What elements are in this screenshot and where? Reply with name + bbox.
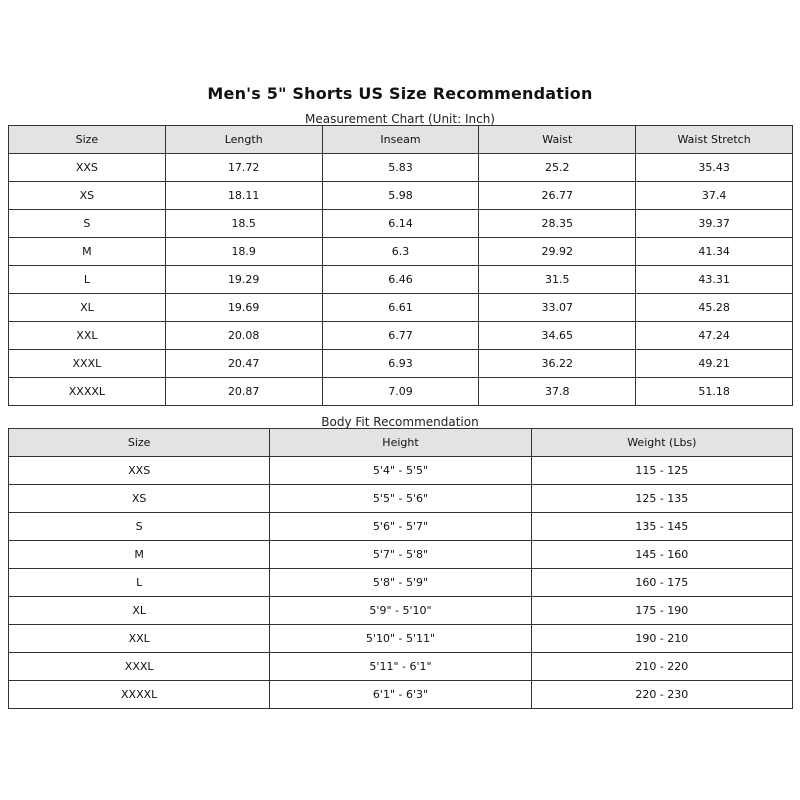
table-cell: XXS xyxy=(9,457,270,485)
table-row xyxy=(9,681,793,709)
table-cell: 6.61 xyxy=(322,294,479,322)
table-cell: XS xyxy=(9,485,270,513)
table-row xyxy=(9,569,793,597)
measurement-chart-table xyxy=(8,125,793,406)
table-cell: 18.5 xyxy=(165,210,322,238)
column-header: Waist Stretch xyxy=(636,126,793,154)
table-cell: 5'9" - 5'10" xyxy=(270,597,531,625)
table-cell: 160 - 175 xyxy=(531,569,792,597)
table-cell: XL xyxy=(9,597,270,625)
table-cell: 37.4 xyxy=(636,182,793,210)
table-row xyxy=(9,210,793,238)
table-cell: 5'11" - 6'1" xyxy=(270,653,531,681)
table-cell: 20.47 xyxy=(165,350,322,378)
table-cell: 5.98 xyxy=(322,182,479,210)
table-row xyxy=(9,266,793,294)
table-cell: 28.35 xyxy=(479,210,636,238)
table-row xyxy=(9,322,793,350)
table-cell: 135 - 145 xyxy=(531,513,792,541)
table-header-row xyxy=(9,126,793,154)
table-cell: 34.65 xyxy=(479,322,636,350)
table-cell: 43.31 xyxy=(636,266,793,294)
table-cell: L xyxy=(9,266,166,294)
column-header: Length xyxy=(165,126,322,154)
table-cell: 19.69 xyxy=(165,294,322,322)
table-cell: 26.77 xyxy=(479,182,636,210)
table-row xyxy=(9,294,793,322)
table-cell: 17.72 xyxy=(165,154,322,182)
table-row xyxy=(9,653,793,681)
body-fit-caption: Body Fit Recommendation xyxy=(321,415,479,429)
table-row xyxy=(9,182,793,210)
table-row xyxy=(9,541,793,569)
table-row xyxy=(9,350,793,378)
table-cell: 33.07 xyxy=(479,294,636,322)
table-row xyxy=(9,625,793,653)
table-cell: 125 - 135 xyxy=(531,485,792,513)
table-cell: L xyxy=(9,569,270,597)
table-cell: XXXXL xyxy=(9,378,166,406)
table-cell: XXXL xyxy=(9,653,270,681)
table-header-row xyxy=(9,429,793,457)
column-header: Waist xyxy=(479,126,636,154)
table-cell: 7.09 xyxy=(322,378,479,406)
table-cell: 51.18 xyxy=(636,378,793,406)
table-cell: 190 - 210 xyxy=(531,625,792,653)
table-cell: 47.24 xyxy=(636,322,793,350)
table-cell: 37.8 xyxy=(479,378,636,406)
table-row xyxy=(9,154,793,182)
table-cell: 45.28 xyxy=(636,294,793,322)
table-cell: 5'8" - 5'9" xyxy=(270,569,531,597)
table-cell: 6.3 xyxy=(322,238,479,266)
table-cell: XXL xyxy=(9,625,270,653)
table-row xyxy=(9,238,793,266)
table-row xyxy=(9,513,793,541)
table-cell: 6'1" - 6'3" xyxy=(270,681,531,709)
table-cell: 5'4" - 5'5" xyxy=(270,457,531,485)
table-cell: XXL xyxy=(9,322,166,350)
table-cell: 210 - 220 xyxy=(531,653,792,681)
table-cell: 49.21 xyxy=(636,350,793,378)
table-cell: 5'7" - 5'8" xyxy=(270,541,531,569)
table-cell: S xyxy=(9,513,270,541)
table-cell: 41.34 xyxy=(636,238,793,266)
table-cell: 31.5 xyxy=(479,266,636,294)
table-cell: M xyxy=(9,238,166,266)
table-cell: 145 - 160 xyxy=(531,541,792,569)
column-header: Size xyxy=(9,126,166,154)
table-cell: 220 - 230 xyxy=(531,681,792,709)
table-cell: 6.77 xyxy=(322,322,479,350)
measurement-chart-caption: Measurement Chart (Unit: Inch) xyxy=(305,112,495,126)
table-cell: S xyxy=(9,210,166,238)
page-title: Men's 5" Shorts US Size Recommendation xyxy=(207,84,593,103)
table-cell: 5'6" - 5'7" xyxy=(270,513,531,541)
table-cell: 36.22 xyxy=(479,350,636,378)
table-cell: XXXL xyxy=(9,350,166,378)
table-cell: 5.83 xyxy=(322,154,479,182)
table-cell: 5'10" - 5'11" xyxy=(270,625,531,653)
column-header: Height xyxy=(270,429,531,457)
table-cell: 20.08 xyxy=(165,322,322,350)
table-cell: XXXXL xyxy=(9,681,270,709)
table-cell: 20.87 xyxy=(165,378,322,406)
table-cell: XL xyxy=(9,294,166,322)
column-header: Weight (Lbs) xyxy=(531,429,792,457)
table-cell: 115 - 125 xyxy=(531,457,792,485)
table-cell: 6.46 xyxy=(322,266,479,294)
table-cell: 18.9 xyxy=(165,238,322,266)
table-cell: 18.11 xyxy=(165,182,322,210)
table-row xyxy=(9,597,793,625)
column-header: Size xyxy=(9,429,270,457)
table-cell: 35.43 xyxy=(636,154,793,182)
table-cell: 6.14 xyxy=(322,210,479,238)
table-cell: M xyxy=(9,541,270,569)
table-cell: 25.2 xyxy=(479,154,636,182)
table-cell: 29.92 xyxy=(479,238,636,266)
table-cell: 6.93 xyxy=(322,350,479,378)
table-cell: 19.29 xyxy=(165,266,322,294)
body-fit-table xyxy=(8,428,793,709)
column-header: Inseam xyxy=(322,126,479,154)
table-row xyxy=(9,457,793,485)
table-row xyxy=(9,378,793,406)
table-cell: 39.37 xyxy=(636,210,793,238)
table-cell: XXS xyxy=(9,154,166,182)
table-cell: XS xyxy=(9,182,166,210)
table-cell: 5'5" - 5'6" xyxy=(270,485,531,513)
table-row xyxy=(9,485,793,513)
table-cell: 175 - 190 xyxy=(531,597,792,625)
